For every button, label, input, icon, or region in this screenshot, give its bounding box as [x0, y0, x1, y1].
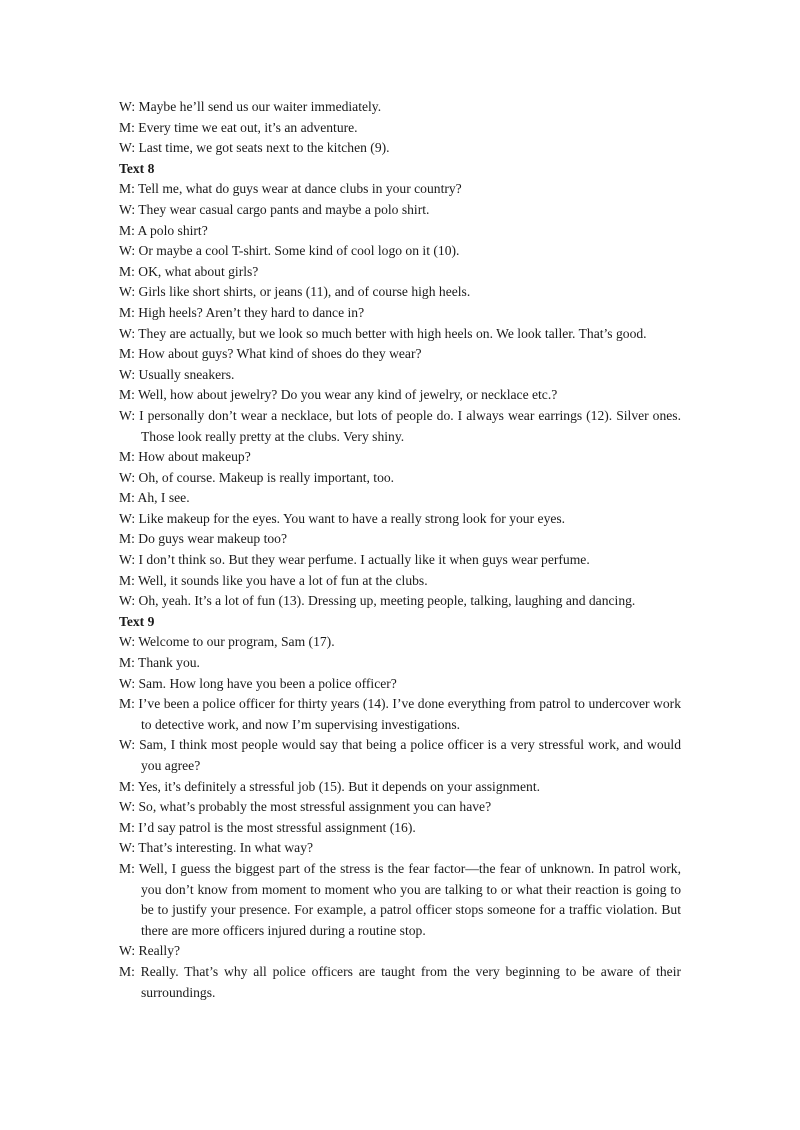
dialog-line: W: Oh, yeah. It’s a lot of fun (13). Dressing up, meeting people, talking, laughing and dancing.: [119, 593, 636, 609]
dialog-line: W: Sam. How long have you been a police officer?: [119, 675, 397, 691]
dialog-line: W: Maybe he’ll send us our waiter immediately.: [119, 99, 382, 114]
dialog-line: M: Ah, I see.: [119, 490, 190, 506]
dialog-line: M: Well, how about jewelry? Do you wear any kind of jewelry, or necklace etc.?: [119, 387, 558, 403]
dialog-line: W: They wear casual cargo pants and maybe a polo shirt.: [119, 201, 430, 217]
dialog-line: M: OK, what about girls?: [119, 263, 259, 279]
dialog-line: M: Tell me, what do guys wear at dance clubs in your country?: [119, 181, 462, 197]
dialog-line: M: Really. That’s why all police officers are taught from the very beginning to be aware of their surroundings.: [119, 963, 681, 1000]
dialog-line: M: How about guys? What kind of shoes do they wear?: [119, 346, 422, 362]
dialog-line: W: Welcome to our program, Sam (17).: [119, 634, 335, 650]
dialog-line: W: Really?: [119, 943, 181, 959]
dialog-line: W: That’s interesting. In what way?: [119, 840, 314, 856]
transcript-body: [119, 97, 681, 1003]
dialog-line: W: Like makeup for the eyes. You want to have a really strong look for your eyes.: [119, 510, 566, 526]
dialog-line: W: Sam, I think most people would say that being a police officer is a very stressful work, and would you agree?: [119, 737, 681, 773]
dialog-line: W: I don’t think so. But they wear perfume. I actually like it when guys wear perfume.: [119, 552, 590, 568]
dialog-line: M: Every time we eat out, it’s an adventure.: [119, 119, 358, 135]
dialog-line: M: Well, it sounds like you have a lot of fun at the clubs.: [119, 572, 428, 588]
dialog-line: M: High heels? Aren’t they hard to dance in?: [119, 304, 365, 320]
dialog-line: M: Yes, it’s definitely a stressful job (15). But it depends on your assignment.: [119, 778, 541, 794]
section-heading: Text 8: [119, 160, 155, 176]
dialog-line: M: Well, I guess the biggest part of the stress is the fear factor—the fear of unknown. In patrol work, you don’t know from moment to moment who you are talking to or what their reaction is going to be to justify your presence. For example, a patrol officer stops someone for a traffic violation. But there are more officers injured during a routine stop.: [119, 860, 681, 938]
dialog-line: W: Oh, of course. Makeup is really important, too.: [119, 469, 395, 485]
dialog-line: M: Do guys wear makeup too?: [119, 531, 287, 547]
dialog-line: M: Thank you.: [119, 655, 200, 671]
dialog-line: M: I’ve been a police officer for thirty years (14). I’ve done everything from patrol to undercover work to detective work, and now I’m supervising investigations.: [119, 696, 681, 732]
section-heading: Text 9: [119, 613, 155, 629]
dialog-line: M: A polo shirt?: [119, 222, 208, 238]
dialog-line: W: Girls like short shirts, or jeans (11), and of course high heels.: [119, 284, 471, 300]
dialog-line: W: Or maybe a cool T-shirt. Some kind of cool logo on it (10).: [119, 243, 460, 259]
dialog-line: W: They are actually, but we look so much better with high heels on. We look taller. That’s good.: [119, 325, 647, 341]
dialog-line: M: I’d say patrol is the most stressful assignment (16).: [119, 819, 416, 835]
dialog-line: W: So, what’s probably the most stressful assignment you can have?: [119, 799, 492, 815]
dialog-line: W: Usually sneakers.: [119, 366, 235, 382]
dialog-line: W: Last time, we got seats next to the kitchen (9).: [119, 140, 390, 156]
dialog-line: M: How about makeup?: [119, 449, 251, 465]
dialog-line: W: I personally don’t wear a necklace, but lots of people do. I always wear earrings (12). Silver ones. Those look really pretty at the clubs. Very shiny.: [119, 407, 681, 444]
